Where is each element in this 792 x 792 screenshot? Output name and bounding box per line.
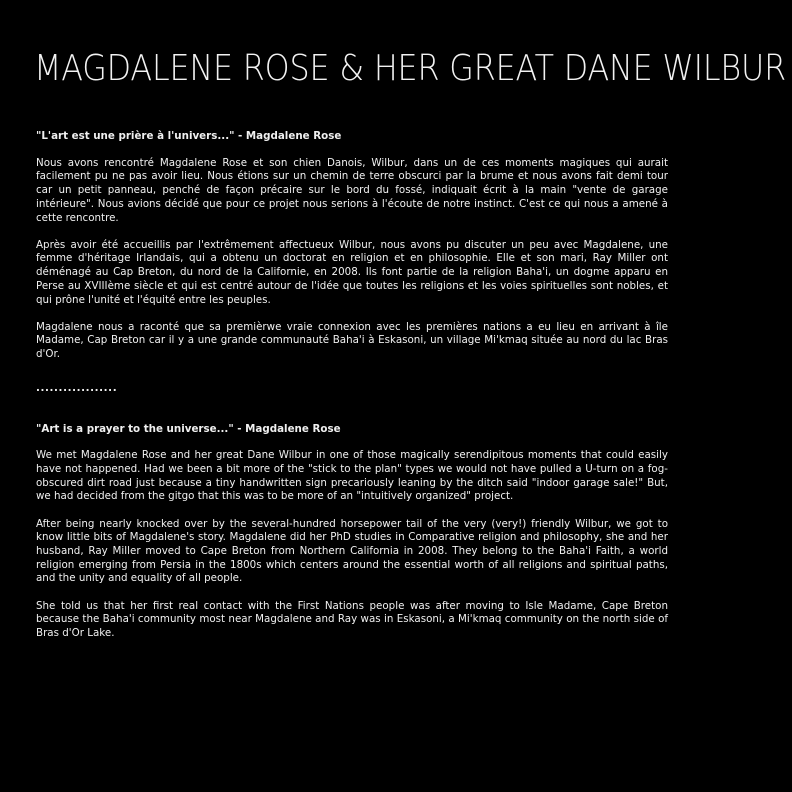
english-paragraph-1: We met Magdalene Rose and her great Dane Wilbur in one of those magically serendipitous moments that could easily have not happened. Had we been a bit more of the "stick to the plan" types we would not have pulled a U-turn on a fog-obscured dirt road just because a tiny handwritten sign precariously leaning by the ditch said "indoor garage sale!" But, we had decided from the gitgo that this was to be more of an "intuitively organized" project. [36, 449, 668, 503]
english-heading: "Art is a prayer to the universe..." - Magdalene Rose [36, 422, 341, 435]
page-title: MAGDALENE ROSE & HER GREAT DANE WILBUR [34, 48, 786, 89]
french-paragraph-2: Après avoir été accueillis par l'extrêmement affectueux Wilbur, nous avons pu discuter un peu avec Magdalene, une femme d'héritage Irlandais, qui a obtenu un doctorat en religion et en philosophie. Elle et son mari, Ray Miller ont déménagé au Cap Breton, du nord de la Californie, en 2008. Ils font partie de la religion Baha'i, un dogme apparu en Perse au XVIIIème siècle et qui est centré autour de l'idée que toutes les religions et les voies spirituelles sont nobles, et qui prône l'unité et l'équité entre les peuples. [36, 238, 668, 306]
english-paragraph-2: After being nearly knocked over by the several-hundred horsepower tail of the very (very!) friendly Wilbur, we got to know little bits of Magdalene's story. Magdalene did her PhD studies in Comparative religion and philosophy, she and her husband, Ray Miller moved to Cape Breton from Northern California in 2008. They belong to the Baha'i Faith, a world religion emerging from Persia in the 1800s which centers around the essential worth of all religions and spiritual paths, and the unity and equality of all people. [36, 517, 668, 585]
section-divider: .................. [36, 381, 118, 394]
french-paragraph-3: Magdalene nous a raconté que sa premièrwe vraie connexion avec les premières nations a eu lieu en arrivant à île Madame, Cap Breton car il y a une grande communauté Baha'i à Eskasoni, un village Mi'kmaq située au nord du lac Bras d'Or. [36, 320, 668, 361]
english-paragraph-3: She told us that her first real contact with the First Nations people was after moving to Isle Madame, Cape Breton because the Baha'i community most near Magdalene and Ray was in Eskasoni, a Mi'kmaq community on the north side of Bras d'Or Lake. [36, 599, 668, 639]
article-body [36, 130, 668, 654]
french-heading: "L'art est une prière à l'univers..." - Magdalene Rose [36, 130, 342, 142]
french-section [36, 130, 668, 362]
english-section [36, 423, 668, 641]
french-paragraph-1: Nous avons rencontré Magdalene Rose et son chien Danois, Wilbur, dans un de ces moments magiques qui aurait facilement pu ne pas avoir lieu. Nous étions sur un chemin de terre obscurci par la brume et nous avons fait demi tour car un petit panneau, penché de façon précaire sur le bord du fossé, indiquait écrit à la main "vente de garage intérieure". Nous avions décidé que pour ce projet nous serions à l'écoute de notre instinct. C'est ce qui nous a amené à cette rencontre. [36, 156, 668, 224]
